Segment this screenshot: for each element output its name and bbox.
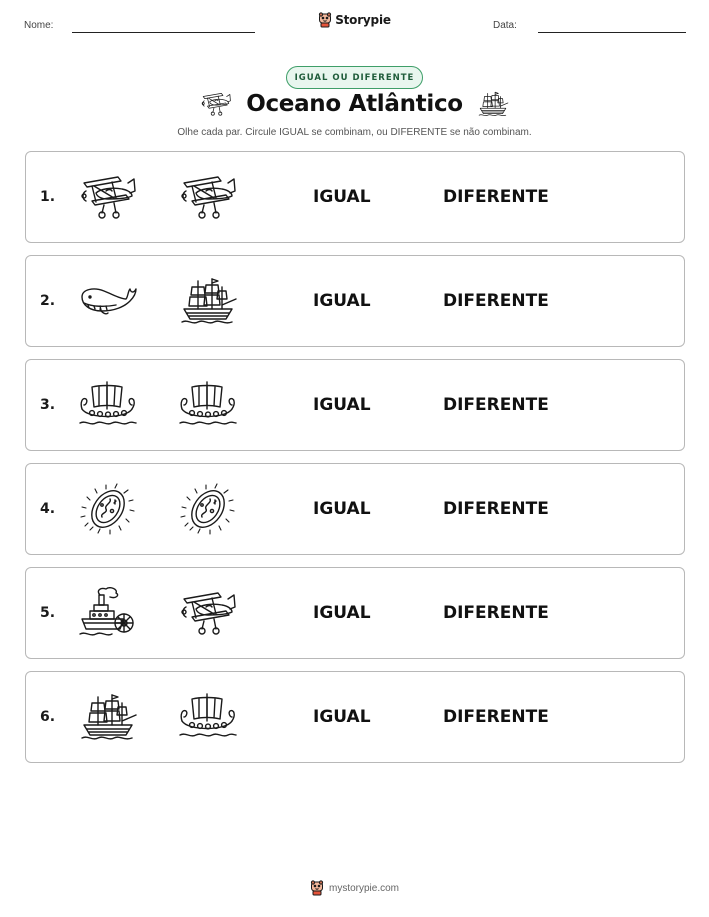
viking-ship-icon bbox=[178, 691, 238, 743]
brand-logo bbox=[0, 12, 709, 28]
sailing-ship-icon bbox=[178, 275, 238, 327]
option-igual[interactable]: IGUAL bbox=[313, 707, 371, 727]
plankton-icon bbox=[78, 483, 138, 535]
question-number: 3. bbox=[40, 397, 56, 413]
biplane-icon bbox=[78, 171, 138, 223]
viking-ship-icon bbox=[178, 379, 238, 431]
option-diferente[interactable]: DIFERENTE bbox=[443, 395, 549, 415]
title-row bbox=[0, 90, 709, 118]
question-number: 5. bbox=[40, 605, 56, 621]
question-number: 6. bbox=[40, 709, 56, 725]
option-igual[interactable]: IGUAL bbox=[313, 499, 371, 519]
storypie-mascot-icon bbox=[318, 12, 332, 28]
question-row bbox=[25, 463, 685, 555]
question-row bbox=[25, 567, 685, 659]
footer-site: mystorypie.com bbox=[328, 882, 399, 894]
question-row bbox=[25, 255, 685, 347]
biplane-icon bbox=[178, 171, 238, 223]
option-igual[interactable]: IGUAL bbox=[313, 603, 371, 623]
footer bbox=[0, 880, 709, 896]
whale-icon bbox=[78, 275, 138, 327]
name-field[interactable] bbox=[72, 32, 255, 33]
question-row bbox=[25, 151, 685, 243]
viking-ship-icon bbox=[78, 379, 138, 431]
storypie-mascot-icon bbox=[310, 880, 324, 896]
biplane-icon bbox=[200, 90, 232, 118]
worksheet-tag: IGUAL OU DIFERENTE bbox=[286, 66, 423, 89]
option-igual[interactable]: IGUAL bbox=[313, 187, 371, 207]
question-number: 1. bbox=[40, 189, 56, 205]
brand-name: Storypie bbox=[335, 13, 391, 27]
date-field[interactable] bbox=[538, 32, 686, 33]
question-row bbox=[25, 671, 685, 763]
sailing-ship-icon bbox=[78, 691, 138, 743]
option-diferente[interactable]: DIFERENTE bbox=[443, 707, 549, 727]
option-igual[interactable]: IGUAL bbox=[313, 291, 371, 311]
date-label: Data: bbox=[493, 20, 517, 31]
sailing-ship-icon bbox=[477, 90, 509, 118]
biplane-icon bbox=[178, 587, 238, 639]
instructions: Olhe cada par. Circule IGUAL se combinam, ou DIFERENTE se não combinam. bbox=[177, 127, 532, 138]
plankton-icon bbox=[178, 483, 238, 535]
question-row bbox=[25, 359, 685, 451]
option-diferente[interactable]: DIFERENTE bbox=[443, 291, 549, 311]
option-diferente[interactable]: DIFERENTE bbox=[443, 187, 549, 207]
name-label: Nome: bbox=[24, 20, 54, 31]
question-number: 4. bbox=[40, 501, 56, 517]
page-title: Oceano Atlântico bbox=[246, 91, 463, 117]
option-diferente[interactable]: DIFERENTE bbox=[443, 603, 549, 623]
option-igual[interactable]: IGUAL bbox=[313, 395, 371, 415]
question-number: 2. bbox=[40, 293, 56, 309]
steamboat-icon bbox=[78, 587, 138, 639]
option-diferente[interactable]: DIFERENTE bbox=[443, 499, 549, 519]
